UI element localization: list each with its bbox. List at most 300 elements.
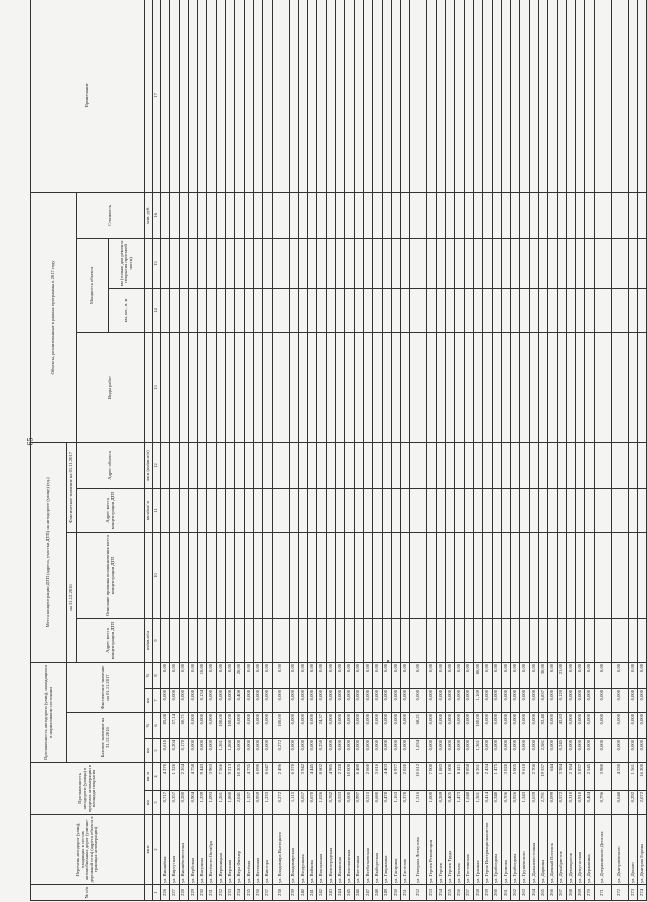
empty-cell [455,488,464,532]
empty-cell [529,532,538,618]
area-sqm: 4 270 [161,763,170,791]
empty-cell [436,442,445,488]
empty-cell [244,618,253,662]
base-percent: 60,71 [179,713,188,739]
empty-cell [244,488,253,532]
actual-percent: 0,00 [298,662,307,688]
empty-cell [226,192,235,238]
road-name: ул. Вишнёвопоселья [179,815,188,885]
empty-cell [363,238,372,288]
actual-percent: 0,00 [354,662,363,688]
empty-cell [548,442,557,488]
column-index-row [153,0,161,901]
area-sqm: 1 320 [170,763,179,791]
row-number: 273 [628,885,637,901]
table-row [308,0,317,901]
empty-cell [235,192,244,238]
length-km: 0,404 [585,791,594,815]
row-number: 240 [298,885,307,901]
empty-cell [501,442,510,488]
empty-cell [483,618,492,662]
area-sqm: 5 837 [576,763,585,791]
empty-cell [289,288,298,332]
empty-cell [473,442,482,488]
empty-cell [382,618,391,662]
empty-cell [611,442,628,488]
empty-cell [520,532,529,618]
empty-cell [188,532,197,618]
empty-cell [473,488,482,532]
empty-cell [272,442,289,488]
empty-cell [336,332,345,442]
empty-cell [161,488,170,532]
base-km: 0,000 [391,739,400,763]
empty-cell [501,332,510,442]
empty-cell [576,238,585,288]
empty-cell [226,618,235,662]
empty-cell [473,332,482,442]
empty-cell [585,288,594,332]
table-row [336,0,345,901]
table-row [410,0,427,901]
empty-cell [436,488,445,532]
empty-cell [511,442,520,488]
empty-cell [529,618,538,662]
empty-cell [253,332,262,442]
actual-km: 0,000 [216,689,225,713]
area-sqm: 8 647 [263,763,272,791]
row-number: 257 [464,885,473,901]
table-row [216,0,225,901]
column-index-cell: 15 [153,238,161,288]
empty-cell [427,238,436,288]
actual-percent: 20,00 [235,662,244,688]
area-sqm: 2 706 [529,763,538,791]
row-number: 238 [272,885,289,901]
empty-cell [611,488,628,532]
empty-cell [446,532,455,618]
table-row [226,0,235,901]
road-name: ул. Дмитрия Горина [638,815,647,885]
empty-cell [289,192,298,238]
empty-cell [373,618,382,662]
empty-cell [161,332,170,442]
empty-cell [538,618,547,662]
empty-cell [298,192,307,238]
base-percent: 0,000 [511,713,520,739]
empty-cell [548,288,557,332]
empty-cell [520,442,529,488]
length-km: 1,860 [226,791,235,815]
column-index-cell: 6 [153,713,161,739]
empty-cell [198,192,207,238]
length-km: 0,796 [594,791,611,815]
units-row [145,0,153,901]
empty-cell [216,442,225,488]
base-km: 0,000 [501,739,510,763]
empty-cell [170,238,179,288]
empty-cell [594,532,611,618]
base-percent: 100,00 [473,713,482,739]
empty-cell [557,192,566,238]
base-percent: 0,000 [363,713,372,739]
area-sqm: 2 264 [179,763,188,791]
actual-km: 0,000 [566,689,575,713]
empty-cell [207,0,216,192]
base-km: 0,610 [161,739,170,763]
empty-cell [473,192,482,238]
row-number: 227 [170,885,179,901]
actual-km: 0,000 [244,689,253,713]
empty-cell [345,442,354,488]
base-percent: 0,000 [373,713,382,739]
actual-percent: 0,00 [161,662,170,688]
empty-cell [308,442,317,488]
empty-cell [308,488,317,532]
empty-cell [410,332,427,442]
empty-cell [566,618,575,662]
empty-cell [336,0,345,192]
road-name: ул. Грибоедова [511,815,520,885]
empty-cell [473,618,482,662]
empty-cell [391,192,400,238]
road-name: ул. Гаврилина [382,815,391,885]
row-number: 235 [244,885,253,901]
area-sqm: 7 000 [427,763,436,791]
table-row [263,0,272,901]
empty-cell [427,532,436,618]
actual-km: 0,000 [188,689,197,713]
empty-cell [317,0,326,192]
row-number: 261 [501,885,510,901]
unit-cell: км [145,791,153,815]
row-number: 243 [326,885,335,901]
length-km: 1,115 [289,791,298,815]
actual-km: 0,000 [548,689,557,713]
actual-km: 0,000 [345,689,354,713]
actual-km: 0,000 [410,689,427,713]
row-number: 252 [410,885,427,901]
row-number: 250 [391,885,400,901]
empty-cell [585,442,594,488]
empty-cell [446,332,455,442]
area-sqm: 3 963 [207,763,216,791]
empty-cell [272,288,289,332]
area-sqm: 4 403 [382,763,391,791]
empty-cell [492,192,501,238]
actual-km: 0,000 [363,689,372,713]
col-accident-address: Адрес места концентрации ДТП [77,618,145,662]
base-km: 0,000 [455,739,464,763]
empty-cell [345,0,354,192]
base-km: 0,000 [548,739,557,763]
empty-cell [446,288,455,332]
empty-cell [373,332,382,442]
actual-km: 0,837 [538,689,547,713]
base-percent: 0,000 [492,713,501,739]
empty-cell [557,0,566,192]
row-number: 254 [436,885,445,901]
base-km: 0,000 [529,739,538,763]
empty-cell [391,442,400,488]
length-km: 0,639 [529,791,538,815]
column-index-cell: 14 [153,288,161,332]
empty-cell [170,618,179,662]
actual-percent: 0,00 [272,662,289,688]
area-sqm: 9 443 [198,763,207,791]
actual-km: 1,169 [473,689,482,713]
road-name: ул. Героев [436,815,445,885]
actual-percent: 0,00 [492,662,501,688]
base-percent: 0,000 [427,713,436,739]
empty-cell [336,488,345,532]
area-sqm: 3 384 [557,763,566,791]
unit-cell: км [145,689,153,713]
area-sqm: 6 261 [473,763,482,791]
row-number: 242 [317,885,326,901]
length-km: 0,357 [170,791,179,815]
actual-km: 0,000 [501,689,510,713]
empty-cell [455,0,464,192]
empty-cell [557,238,566,288]
empty-cell [594,332,611,442]
area-sqm: 9 858 [464,763,473,791]
base-km: 0,272 [272,739,289,763]
empty-cell [179,488,188,532]
row-number: 251 [401,885,410,901]
base-km: 0,204 [170,739,179,763]
empty-cell [594,288,611,332]
actual-percent: 0,00 [455,662,464,688]
area-sqm: 3 020 [501,763,510,791]
base-percent: 0,000 [382,713,391,739]
empty-cell [188,618,197,662]
empty-cell [520,332,529,442]
empty-cell [511,618,520,662]
row-number: 228 [179,885,188,901]
empty-cell [501,532,510,618]
length-km: 0,910 [576,791,585,815]
empty-cell [455,618,464,662]
actual-km: 0,000 [382,689,391,713]
base-percent: 0,000 [638,713,647,739]
empty-cell [263,442,272,488]
empty-cell [363,442,372,488]
table-row [272,0,289,901]
empty-cell [216,488,225,532]
empty-cell [235,332,244,442]
empty-cell [179,532,188,618]
length-km: 1,163 [391,791,400,815]
column-index-cell: 17 [153,0,161,192]
base-percent: 100,00 [226,713,235,739]
table-row [391,0,400,901]
table-header [31,0,161,901]
row-number: 247 [363,885,372,901]
col-accident-address-2: Адрес места концентрации ДТП [77,488,145,532]
road-name: ул. Волгоградская [326,815,335,885]
empty-cell [529,238,538,288]
area-sqm: 4 985 [326,763,335,791]
row-number: 229 [188,885,197,901]
empty-cell [483,288,492,332]
empty-cell [548,332,557,442]
col-object-address: Адрес объекта [77,442,145,488]
empty-cell [188,488,197,532]
empty-cell [226,332,235,442]
empty-cell [263,532,272,618]
actual-percent: 0,00 [548,662,557,688]
empty-cell [198,238,207,288]
area-sqm: 2 496 [272,763,289,791]
empty-cell [336,192,345,238]
empty-cell [354,238,363,288]
empty-cell [207,488,216,532]
road-name: ул. Гоголя [455,815,464,885]
empty-cell [188,442,197,488]
base-km: 0,000 [483,739,492,763]
empty-cell [179,332,188,442]
empty-cell [207,618,216,662]
area-sqm: 6 977 [391,763,400,791]
empty-cell [382,192,391,238]
base-km: 0,000 [253,739,262,763]
empty-cell [585,618,594,662]
empty-cell [382,442,391,488]
col-actual-value: Фактическое значение на 01.11.2017 [67,662,145,712]
table-row [382,0,391,901]
table-row [628,0,637,901]
empty-cell [363,488,372,532]
area-sqm: 2 020 [401,763,410,791]
empty-cell [345,238,354,288]
column-index-cell: 13 [153,332,161,442]
empty-cell [391,0,400,192]
empty-cell [427,192,436,238]
empty-cell [373,488,382,532]
length-km: 0,717 [161,791,170,815]
empty-cell [501,0,510,192]
empty-cell [207,332,216,442]
col-capacity-group: Мощность объекта [77,238,109,332]
length-km: 1,648 [464,791,473,815]
empty-cell [253,192,262,238]
length-km: 0,680 [373,791,382,815]
table-row [557,0,566,901]
empty-cell [198,532,207,618]
area-sqm: 3 942 [298,763,307,791]
row-number: 232 [216,885,225,901]
empty-cell [538,288,547,332]
table-row [520,0,529,901]
empty-cell [557,488,566,532]
base-percent: 42,83 [557,713,566,739]
empty-cell [235,618,244,662]
empty-cell [529,0,538,192]
page-number: 65 [25,437,35,446]
empty-cell [298,618,307,662]
actual-km: 0,000 [585,689,594,713]
actual-km: 0,000 [272,689,289,713]
area-sqm: 4 758 [188,763,197,791]
base-km: 0,000 [308,739,317,763]
empty-cell [410,0,427,192]
base-percent: 0,000 [529,713,538,739]
col-capacity-unit: км, шт., п. м [109,288,145,332]
empty-cell [638,288,647,332]
empty-cell [289,442,298,488]
base-km: 0,000 [207,739,216,763]
empty-cell [455,288,464,332]
road-name: ул. Выборгская [373,815,382,885]
road-name: ул. Вереницкая [216,815,225,885]
empty-cell [483,238,492,288]
empty-cell [446,488,455,532]
empty-cell [628,238,637,288]
row-number: 262 [511,885,520,901]
actual-percent: 0,00 [179,662,188,688]
empty-cell [557,288,566,332]
empty-cell [585,0,594,192]
col-length-total: Протяженность автодороги (улицы) в пределах агломерации в площади покрытия [31,763,145,815]
empty-cell [594,192,611,238]
base-km: 0,250 [317,739,326,763]
empty-cell [326,618,335,662]
base-percent: 100,00 [272,713,289,739]
empty-cell [410,532,427,618]
empty-cell [363,0,372,192]
road-name: ул. Виктора [263,815,272,885]
base-percent: 0,000 [455,713,464,739]
empty-cell [345,488,354,532]
col-cost: Стоимость [77,192,145,238]
base-percent: 0,000 [436,713,445,739]
unit-cell: млн. руб. [145,192,153,238]
empty-cell [198,618,207,662]
base-percent: 24,37 [317,713,326,739]
road-name: ул. Весёлая [244,815,253,885]
actual-percent: 0,00 [427,662,436,688]
actual-percent: 0,00 [464,662,473,688]
table-row [207,0,216,901]
empty-cell [363,618,372,662]
area-sqm: 6 570 [289,763,298,791]
empty-cell [446,442,455,488]
empty-cell [538,532,547,618]
row-number: 263 [520,885,529,901]
empty-cell [289,618,298,662]
road-name: ул. Грушевского [520,815,529,885]
empty-cell [585,238,594,288]
empty-cell [576,192,585,238]
empty-cell [529,442,538,488]
base-percent: 0,000 [594,713,611,739]
empty-cell [216,288,225,332]
base-km: 1,361 [473,739,482,763]
empty-cell [628,192,637,238]
actual-percent: 0,00 [611,662,628,688]
empty-cell [326,288,335,332]
empty-cell [298,332,307,442]
area-sqm: 1 475 [492,763,501,791]
road-name: ул. Всебатьевская [363,815,372,885]
length-km: 2,041 [235,791,244,815]
empty-cell [455,442,464,488]
empty-cell [401,442,410,488]
empty-cell [401,332,410,442]
actual-percent: 0,00 [436,662,445,688]
empty-cell [391,238,400,288]
